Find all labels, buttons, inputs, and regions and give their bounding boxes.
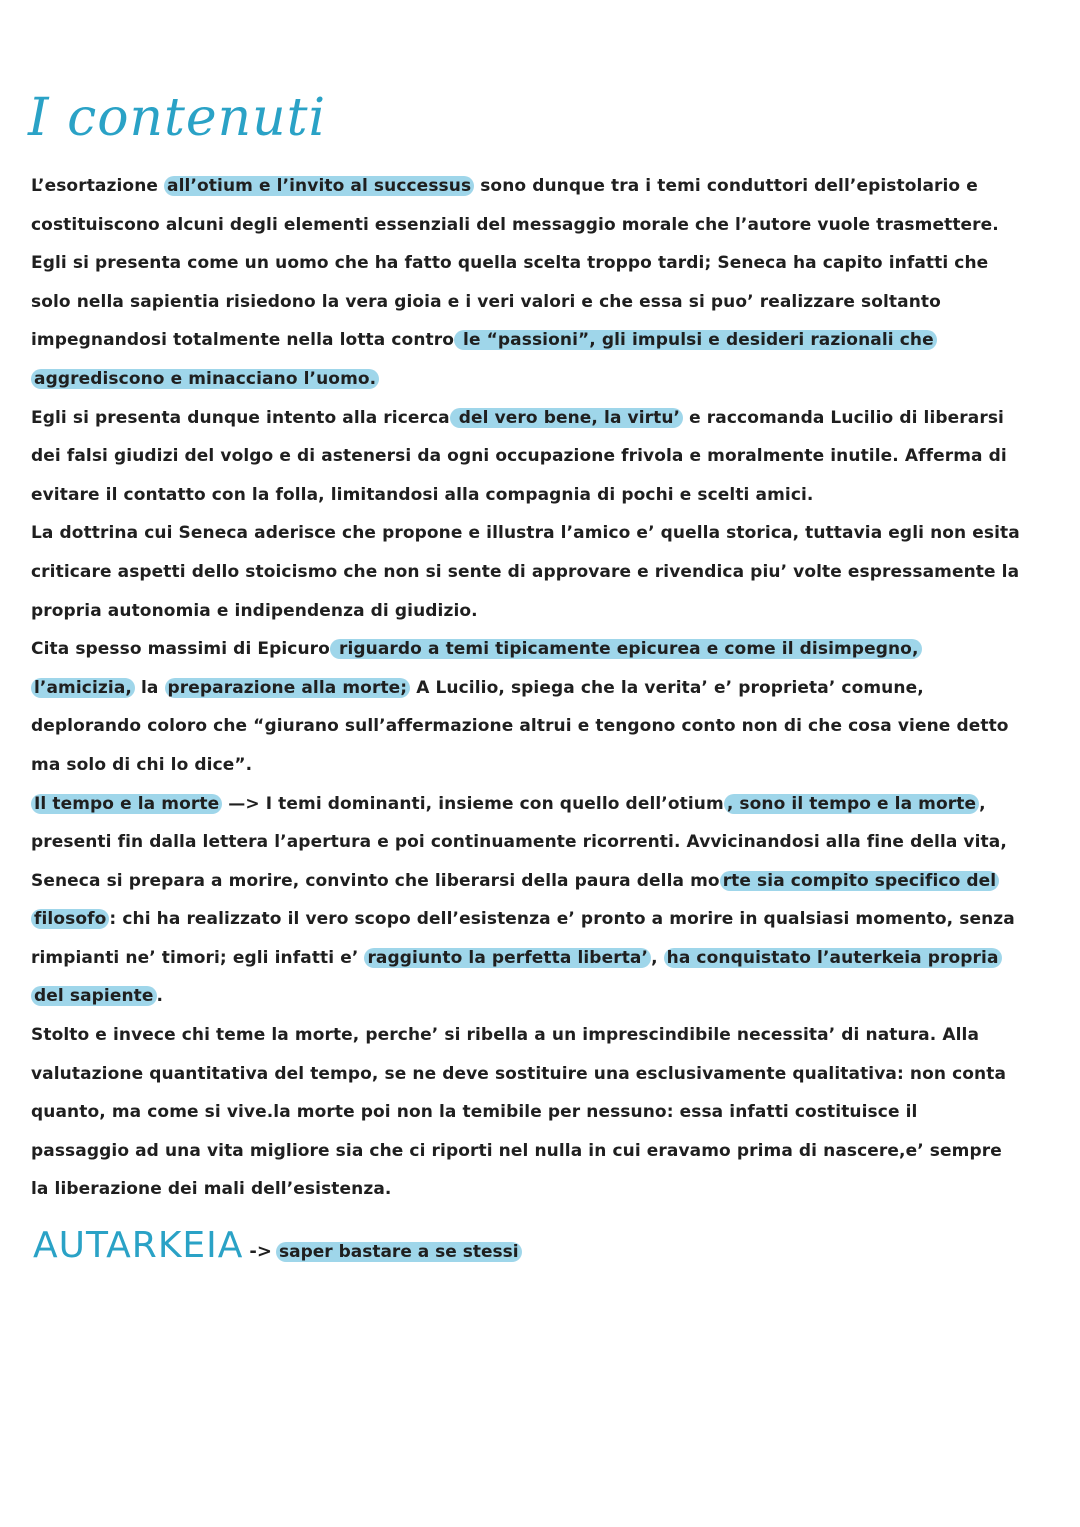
highlighted-text: le “passioni”, gli impulsi e desideri razionali che aggrediscono e minacciano l’uomo. [31,330,937,389]
text-segment: —> I temi dominanti, insieme con quello dell’otium [222,793,724,814]
highlighted-text: l’amicizia, [31,678,135,698]
highlighted-text: rte sia compito specifico del filosofo [31,871,999,930]
highlighted-text: raggiunto la perfetta liberta’ [364,948,651,968]
paragraph-doctrine [31,514,1021,630]
highlighted-text: riguardo a temi tipicamente epicurea e come il disimpegno, [330,639,922,659]
text-segment: La dottrina cui Seneca aderisce che propone e illustra l’amico e’ quella storica, tuttavia egli non esita criticare aspetti dello stoicismo che non si sente di approvare e rivendica piu’ volte espressamente la propria autonomia e indipendenza di giudizio. [31,523,1020,621]
text-segment: A Lucilio, spiega che la verita’ e’ proprieta’ comune, deplorando coloro che “giurano sull’affermazione altrui e tengono conto non di che cosa viene detto ma solo di chi lo dice”. [31,677,1009,775]
highlighted-text: preparazione alla morte; [165,678,411,698]
paragraph-fool [31,1016,1021,1209]
highlighted-text: all’otium e l’invito al successus [164,176,474,196]
paragraph-virtue [31,399,1021,515]
highlighted-text: , sono il tempo e la morte [724,794,979,814]
definition-autarkeia [33,1225,522,1266]
paragraph-otium [31,167,1021,244]
arrow-icon: -> [249,1241,272,1262]
highlighted-text: del vero bene, la virtu’ [450,408,683,428]
definition-meaning: saper bastare a se stessi [276,1242,522,1262]
text-segment: Cita spesso massimi di Epicuro [31,639,330,660]
text-segment: , [651,947,664,968]
text-segment: L’esortazione [31,176,165,196]
text-segment: e raccomanda Lucilio di liberarsi dei falsi giudizi del volgo e di astenersi da ogni occupazione frivola e moralmente inutile. Afferma di evitare il contatto con la folla, limitandosi alla compagnia di pochi e scelti amici. [31,407,1007,505]
notes-body [31,167,1021,1209]
text-segment: Stolto e invece chi teme la morte, perche’ si ribella a un imprescindibile necessita’ di natura. Alla valutazione quantitativa del tempo, se ne deve sostituire una esclusivamente qualitativa: non conta quanto, ma come si vive.la morte poi non la temibile per nessuno: essa infatti costituisce il passaggio ad una vita migliore sia che ci riporti nel nulla in cui eravamo prima di nascere,e’ sempre la liberazione dei mali dell’esistenza. [31,1025,1007,1200]
highlighted-text: ha conquistato l’auterkeia propria del sapiente [31,948,1002,1007]
paragraph-time-death [31,785,1021,1017]
paragraph-epicurus [31,630,1021,784]
text-segment: la [134,677,165,698]
text-segment: Egli si presenta come un uomo che ha fatto quella scelta troppo tardi; Seneca ha capito infatti che solo nella sapientia risiedono la vera gioia e i veri valori e che essa si puo’ realizzare soltanto impegnandosi totalmente nella lotta contro [31,253,989,351]
paragraph-sapientia [31,244,1021,398]
text-segment: sono dunque tra i temi conduttori dell’epistolario e costituiscono alcuni degli elementi essenziali del messaggio morale che l’autore vuole trasmettere. [31,176,999,235]
text-segment: Egli si presenta dunque intento alla ricerca [31,407,450,428]
definition-term: AUTARKEIA [33,1225,244,1266]
section-label: Il tempo e la morte [31,794,222,814]
text-segment: , presenti fin dalla lettera l’apertura e poi continuamente ricorrenti. Avvicinandosi alla fine della vita, Seneca si prepara a morire, convinto che liberarsi della paura della mo [31,793,1007,891]
page-title: I contenuti [28,88,327,148]
text-segment: . [156,986,164,1007]
text-segment: : chi ha realizzato il vero scopo dell’esistenza e’ pronto a morire in qualsiasi momento, senza rimpianti ne’ timori; egli infatti e’ [31,909,1015,968]
